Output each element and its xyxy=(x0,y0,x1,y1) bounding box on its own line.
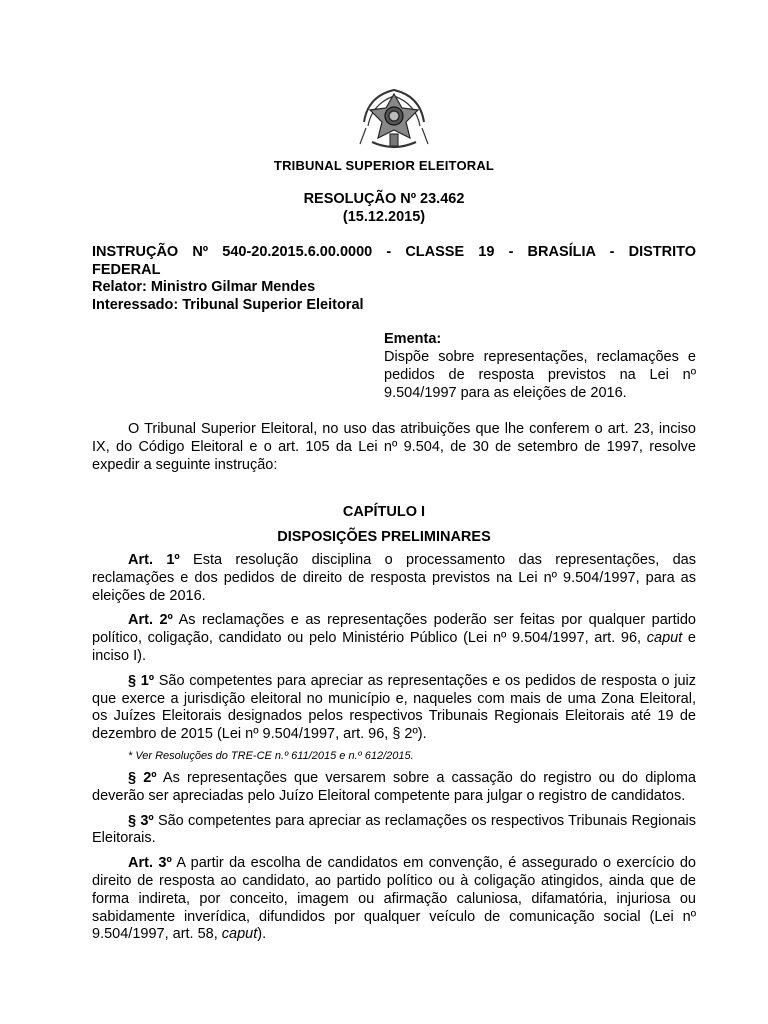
article-label: Art. 3º xyxy=(128,855,172,872)
resolution-heading xyxy=(0,190,768,226)
instruction-line-continued: FEDERAL xyxy=(92,261,161,278)
instruction-line: INSTRUÇÃO Nº 540-20.2015.6.00.0000 - CLASSE 19 - BRASÍLIA - DISTRITO xyxy=(92,244,696,260)
paragraph-label: § 1º xyxy=(128,672,155,689)
article-label: Art. 2º xyxy=(128,612,173,629)
preamble-text: O Tribunal Superior Eleitoral, no uso das atribuições que lhe conferem o art. 23, inciso IX, do Código Eleitoral e o art. 105 da Lei nº 9.504, de 30 de setembro de 1997, resolve expedir a seguinte instrução: xyxy=(92,421,696,473)
organization-name: TRIBUNAL SUPERIOR ELEITORAL xyxy=(273,158,495,173)
paragraph-3 xyxy=(92,813,696,849)
article-text: As reclamações e as representações poderão ser feitas por qualquer partido político, coligação, candidato ou pelo Ministério Público (Lei nº 9.504/1997, art. 96, xyxy=(92,612,696,647)
paragraph-label: § 3º xyxy=(128,812,154,829)
paragraph-label: § 2º xyxy=(128,769,157,786)
article-3 xyxy=(92,855,696,944)
paragraph-1 xyxy=(92,673,696,744)
interessado: Interessado: Tribunal Superior Eleitoral xyxy=(92,296,364,313)
ementa-label: Ementa: xyxy=(384,331,442,347)
article-text: A partir da escolha de candidatos em convenção, é assegurado o exercício do direito de resposta ao candidato, ao partido político ou à coligação atingidos, ainda que de forma indireta, por conceito, imagem ou afirmação caluniosa, difamatória, injuriosa ou sabidamente inverídica, difundidos por qualquer veículo de comunicação social (Lei nº 9.504/1997, art. 58, xyxy=(92,855,696,943)
article-label: Art. 1º xyxy=(128,552,180,568)
resolution-number: RESOLUÇÃO Nº 23.462 xyxy=(303,191,465,207)
paragraph-text: São competentes para apreciar as representações e os pedidos de resposta o juiz que exerce a jurisdição eleitoral no município e, naqueles com mais de uma Zona Eleitoral, os Juízes Eleitorais designados pelos respectivos Tribunais Regionais Eleitorais até 19 de dezembro de 2015 (Lei nº 9.504/1997, art. 96, § 2º). xyxy=(92,672,696,743)
paragraph-text: As representações que versarem sobre a cassação do registro ou do diploma deverão ser apreciadas pelo Juízo Eleitoral competente para julgar o registro de candidatos. xyxy=(92,769,697,804)
articles-block xyxy=(92,552,696,951)
ementa-text: Dispõe sobre representações, reclamações e pedidos de resposta previstos na Lei nº 9.504/1997 para as eleições de 2016. xyxy=(384,349,696,401)
chapter-subtitle: DISPOSIÇÕES PRELIMINARES xyxy=(277,529,491,545)
article-caput: caput xyxy=(221,926,258,943)
preamble-block xyxy=(92,420,696,474)
ementa-block xyxy=(384,330,696,402)
paragraph-text: São competentes para apreciar as reclamações os respectivos Tribunais Regionais Eleitorais. xyxy=(92,812,697,847)
resolution-date: (15.12.2015) xyxy=(342,209,426,225)
coat-of-arms-emblem xyxy=(358,82,430,154)
footnote: * Ver Resoluções do TRE-CE n.º 611/2015 e n.º 612/2015. xyxy=(128,749,414,762)
instruction-block xyxy=(92,244,696,314)
article-1 xyxy=(92,552,696,605)
paragraph-2 xyxy=(92,770,696,806)
article-text: Esta resolução disciplina o processamento das representações, das reclamações e dos pedidos de direito de resposta previstos na Lei nº 9.504/1997, para as eleições de 2016. xyxy=(92,552,696,604)
relator: Relator: Ministro Gilmar Mendes xyxy=(92,279,316,295)
article-caput: caput xyxy=(646,630,683,647)
article-text-end: ). xyxy=(257,926,267,943)
chapter-title: CAPÍTULO I xyxy=(342,504,426,520)
article-2 xyxy=(92,612,696,665)
article-text-end: e inciso I). xyxy=(92,630,696,664)
